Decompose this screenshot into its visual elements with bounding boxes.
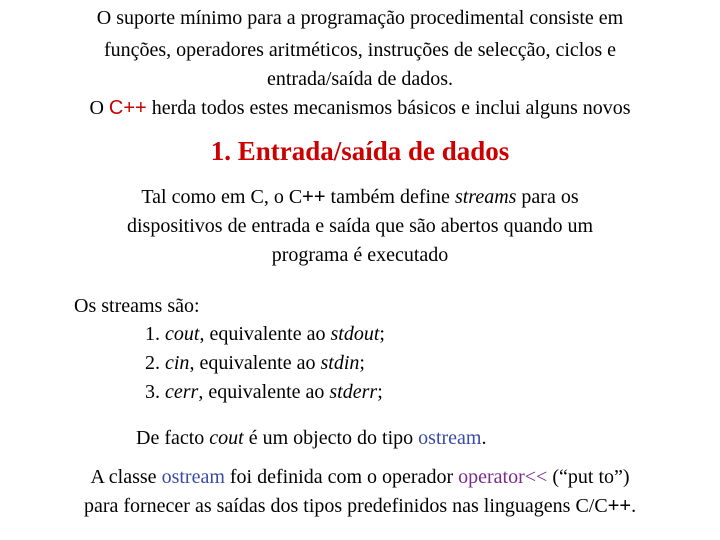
- stream-equivalent-text: , equivalente ao: [189, 352, 321, 374]
- ostream-text-a: A classe: [90, 466, 162, 488]
- ostream-class: ostream: [161, 466, 225, 488]
- stream-item: [145, 322, 705, 346]
- stream-name: cin: [165, 352, 190, 374]
- fact-text-a: De facto: [136, 427, 210, 449]
- cout-term: cout: [209, 427, 244, 449]
- fact-text-b: é um objecto do tipo: [243, 427, 419, 449]
- description-text-a: Tal como em C, o C: [141, 186, 303, 208]
- operator-put-to: operator<<: [458, 466, 548, 488]
- intro-line-3: entrada/saída de dados.: [266, 68, 454, 90]
- ostream-text-d: para fornecer as saídas dos tipos predefinidos nas linguagens C/C: [83, 495, 608, 517]
- section-heading: 1. Entrada/saída de dados: [210, 136, 510, 166]
- description-text-c: para os: [516, 186, 579, 208]
- stream-number: 3.: [145, 381, 165, 403]
- ostream-text-b: foi definida com o operador: [224, 466, 459, 488]
- description-line-2: dispositivos de entrada e saída que são abertos quando um: [127, 215, 593, 237]
- stream-number: 2.: [145, 352, 165, 374]
- intro-line-1: O suporte mínimo para a programação procedimental consiste em: [96, 7, 624, 29]
- intro-line-2: funções, operadores aritméticos, instruções de selecção, ciclos e: [103, 39, 616, 61]
- ostream-text-e: .: [631, 495, 637, 517]
- streams-term: streams: [454, 186, 517, 208]
- stream-number: 1.: [145, 323, 165, 345]
- stream-std: stderr: [329, 381, 378, 403]
- stream-equivalent-text: , equivalente ao: [198, 381, 330, 403]
- ostream-line-2: [0, 494, 720, 518]
- stream-std: stdin: [320, 352, 360, 374]
- stream-std: stdout: [330, 323, 380, 345]
- plus-plus-glyph: ++: [302, 186, 326, 208]
- stream-end: ;: [377, 381, 383, 403]
- intro-line-4: [0, 96, 720, 120]
- description-line-1: [0, 185, 720, 209]
- stream-name: cout: [165, 323, 200, 345]
- stream-end: ;: [359, 352, 365, 374]
- fact-text-c: .: [481, 427, 487, 449]
- intro-line-4-pre: O: [89, 97, 109, 119]
- intro-line-4-post: herda todos estes mecanismos básicos e inclui alguns novos: [146, 97, 631, 119]
- cpp-label: C++: [108, 97, 147, 119]
- description-text-b: também define: [325, 186, 455, 208]
- streams-intro: Os streams são:: [74, 295, 200, 317]
- ostream-type: ostream: [418, 427, 482, 449]
- ostream-line-1: [0, 465, 720, 489]
- stream-name: cerr: [165, 381, 199, 403]
- description-line-3: programa é executado: [271, 244, 449, 266]
- plus-plus-glyph: ++: [607, 495, 632, 517]
- fact-line: [136, 426, 696, 450]
- stream-end: ;: [379, 323, 385, 345]
- stream-item: [145, 351, 705, 375]
- ostream-text-c: (“put to”): [547, 466, 630, 488]
- stream-equivalent-text: , equivalente ao: [199, 323, 331, 345]
- stream-item: [145, 380, 705, 404]
